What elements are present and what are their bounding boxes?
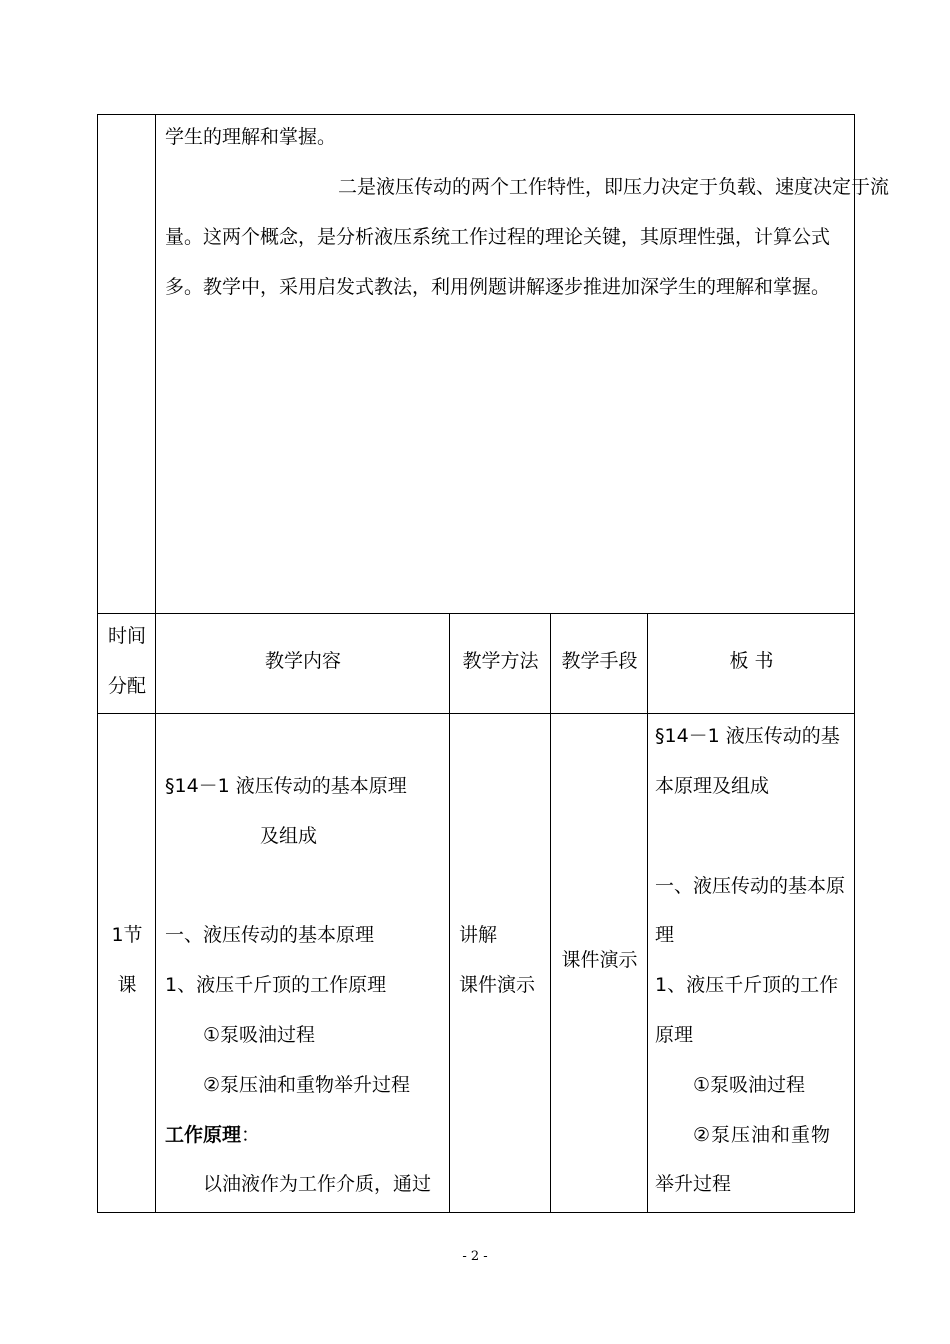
board-line: ①泵吸油过程 — [693, 1074, 806, 1096]
row-time-cell — [98, 714, 156, 1213]
intro-line: 多。教学中，采用启发式教法，利用例题讲解逐步推进加深学生的理解和掌握。 — [165, 276, 831, 298]
board-line: 理 — [655, 924, 675, 946]
header-time-label: 分配 — [107, 675, 146, 697]
content-text: 以油液作为工作介质，通过 — [203, 1173, 432, 1195]
principle-colon: ： — [241, 1124, 261, 1146]
content-principle — [165, 1123, 260, 1147]
header-means-cell — [551, 614, 648, 714]
principle-label: 工作原理 — [165, 1124, 242, 1146]
intro-left-cell — [98, 115, 156, 614]
board-line: 1、液压千斤顶的工作 — [655, 974, 839, 996]
header-time-cell — [98, 614, 156, 714]
header-board-cell — [648, 614, 855, 714]
row-content-cell — [156, 714, 450, 1213]
header-board-label: 板 书 — [729, 650, 774, 672]
intro-line: 学生的理解和掌握。 — [165, 126, 337, 148]
header-means-label: 教学手段 — [561, 650, 638, 672]
content-subitem: ①泵吸油过程 — [203, 1024, 316, 1046]
header-time-label: 时间 — [107, 625, 146, 647]
content-title: 及组成 — [260, 825, 318, 847]
lesson-row — [98, 714, 855, 1213]
board-line: 举升过程 — [655, 1173, 732, 1195]
board-line: 一、液压传动的基本原 — [655, 875, 846, 897]
intro-line: 量。这两个概念，是分析液压系统工作过程的理论关键，其原理性强，计算公式 — [165, 226, 831, 248]
intro-row — [98, 115, 855, 614]
header-method-cell — [450, 614, 551, 714]
lesson-plan-table — [97, 114, 890, 1213]
board-line: 本原理及组成 — [655, 775, 770, 797]
content-title: §14－1 液压传动的基本原理 — [165, 775, 407, 797]
row-time-label: 1节 — [111, 924, 143, 946]
content-subitem: ②泵压油和重物举升过程 — [203, 1074, 411, 1096]
intro-text-cell — [156, 115, 890, 614]
means-label: 课件演示 — [561, 949, 638, 971]
content-item: 1、液压千斤顶的工作原理 — [165, 974, 387, 996]
page-number: - 2 - — [462, 1249, 488, 1264]
board-line: ②泵压油和重物 — [693, 1124, 832, 1146]
board-line: §14－1 液压传动的基 — [655, 725, 840, 747]
method-label: 课件演示 — [459, 974, 536, 996]
board-line: 原理 — [655, 1024, 694, 1046]
row-board-cell — [648, 714, 855, 1213]
header-content-cell — [156, 614, 450, 714]
table-header-row — [98, 614, 855, 714]
intro-line: 二是液压传动的两个工作特性，即压力决定于负载、速度决定于流 — [338, 176, 890, 198]
row-means-cell — [551, 714, 648, 1213]
row-time-label: 课 — [117, 974, 137, 996]
method-label: 讲解 — [459, 924, 498, 946]
content-section: 一、液压传动的基本原理 — [165, 924, 375, 946]
row-method-cell — [450, 714, 551, 1213]
header-content-label: 教学内容 — [264, 650, 341, 672]
header-method-label: 教学方法 — [462, 650, 539, 672]
